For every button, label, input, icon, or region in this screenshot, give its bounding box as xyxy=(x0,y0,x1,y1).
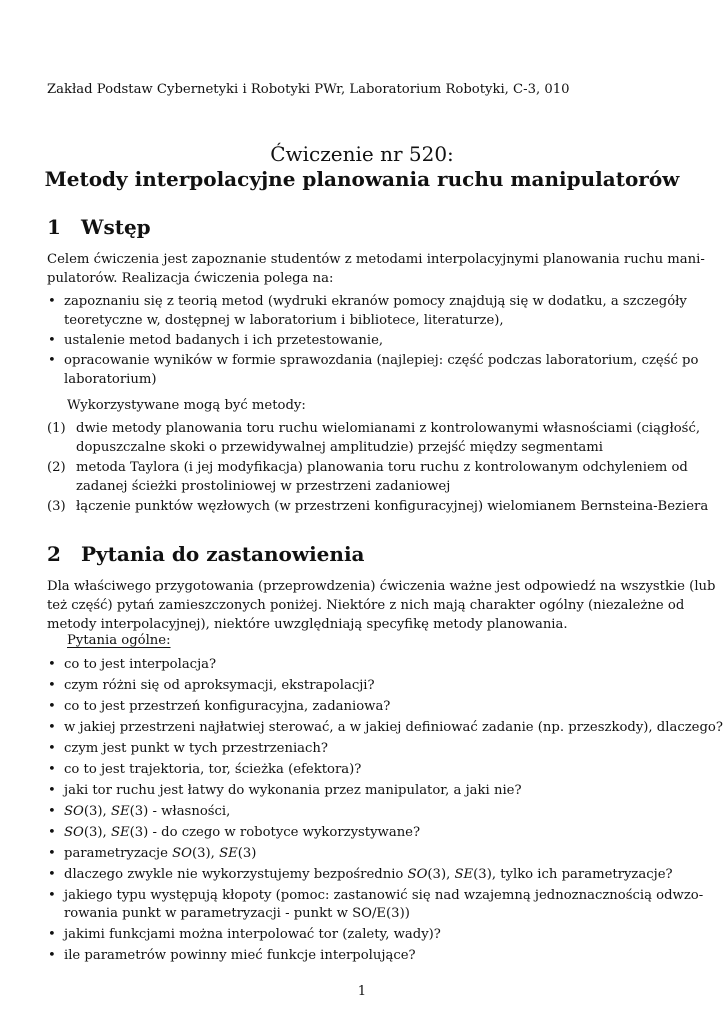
list-item: SO(3), SE(3) - do czego w robotyce wykorzystywane? xyxy=(64,825,421,840)
section-2-number: 2 xyxy=(47,542,61,566)
questions-subheading: Pytania ogólne: xyxy=(67,633,171,648)
bullet-icon: • xyxy=(48,699,56,714)
exercise-title: Ćwiczenie nr 520: xyxy=(270,142,454,166)
bullet-icon: • xyxy=(48,333,56,348)
section-1-title: Wstęp xyxy=(81,215,151,239)
section-1-number: 1 xyxy=(47,215,61,239)
bullet-icon: • xyxy=(48,888,56,903)
list-item: co to jest interpolacja? xyxy=(64,657,217,672)
main-title: Metody interpolacyjne planowania ruchu manipulatorów xyxy=(44,167,680,191)
list-item: metoda Taylora (i jej modyfikacja) planowania toru ruchu z kontrolowanym odchyleniem od xyxy=(76,460,688,475)
bullet-icon: • xyxy=(48,927,56,942)
bullet-icon: • xyxy=(48,353,56,368)
list-item: opracowanie wyników w formie sprawozdania (najlepiej: część podczas laboratorium, część po xyxy=(64,353,699,368)
list-item-continuation: dopuszczalne skoki o przewidywalnej amplitudzie) przejść między segmentami xyxy=(76,440,603,455)
bullet-icon: • xyxy=(48,825,56,840)
list-item: jaki tor ruchu jest łatwy do wykonania przez manipulator, a jaki nie? xyxy=(64,783,522,798)
bullet-icon: • xyxy=(48,762,56,777)
enum-number: (3) xyxy=(47,499,66,514)
header-affiliation: Zakład Podstaw Cybernetyki i Robotyki PWr, Laboratorium Robotyki, C-3, 010 xyxy=(47,82,570,97)
list-item: łączenie punktów węzłowych (w przestrzeni konfiguracyjnej) wielomianem Bernsteina-Beziera xyxy=(76,499,709,514)
enum-number: (1) xyxy=(47,421,66,436)
list-item: co to jest trajektoria, tor, ścieżka (efektora)? xyxy=(64,762,362,777)
list-item: co to jest przestrzeń konfiguracyjna, zadaniowa? xyxy=(64,699,391,714)
bullet-icon: • xyxy=(48,948,56,963)
page-number: 1 xyxy=(357,984,367,999)
list-item: dwie metody planowania toru ruchu wielomianami z kontrolowanymi własnościami (ciągłość, xyxy=(76,421,701,436)
section-1-intro-line2: pulatorów. Realizacja ćwiczenia polega na: xyxy=(47,271,334,286)
list-item-continuation: teoretyczne w, dostępnej w laboratorium i bibliotece, literaturze), xyxy=(64,313,504,328)
bullet-icon: • xyxy=(48,741,56,756)
section-2-heading xyxy=(47,542,365,566)
list-item: ile parametrów powinny mieć funkcje interpolujące? xyxy=(64,948,416,963)
list-item: czym jest punkt w tych przestrzeniach? xyxy=(64,741,328,756)
methods-intro: Wykorzystywane mogą być metody: xyxy=(67,398,306,413)
list-item: czym różni się od aproksymacji, ekstrapolacji? xyxy=(64,678,375,693)
list-item: ustalenie metod badanych i ich przetestowanie, xyxy=(64,333,384,348)
enum-number: (2) xyxy=(47,460,66,475)
section-2-title: Pytania do zastanowienia xyxy=(81,542,365,566)
list-item-continuation: rowania punkt w parametryzacji - punkt w SO/E(3)) xyxy=(64,906,410,921)
bullet-icon: • xyxy=(48,678,56,693)
section-2-intro-line3: metody interpolacyjnej), niektóre uwzględniają specyfikę metody planowania. xyxy=(47,617,568,632)
list-item: jakiego typu występują kłopoty (pomoc: zastanowić się nad wzajemną jednoznacznością odwzo- xyxy=(64,888,704,903)
bullet-icon: • xyxy=(48,804,56,819)
list-item: w jakiej przestrzeni najłatwiej sterować, a w jakiej definiować zadanie (np. przeszkody), dlaczego? xyxy=(64,720,723,735)
section-1-intro-line1: Celem ćwiczenia jest zapoznanie studentów z metodami interpolacyjnymi planowania ruchu mani- xyxy=(47,252,705,267)
bullet-icon: • xyxy=(48,720,56,735)
list-item: jakimi funkcjami można interpolować tor (zalety, wady)? xyxy=(64,927,441,942)
bullet-icon: • xyxy=(48,867,56,882)
list-item: zapoznaniu się z teorią metod (wydruki ekranów pomocy znajdują się w dodatku, a szczegóły xyxy=(64,294,687,309)
section-2-intro-line1: Dla właściwego przygotowania (przeprowdzenia) ćwiczenia ważne jest odpowiedź na wszystkie (lub xyxy=(47,579,716,594)
bullet-icon: • xyxy=(48,783,56,798)
list-item: SO(3), SE(3) - własności, xyxy=(64,804,231,819)
bullet-icon: • xyxy=(48,294,56,309)
list-item: dlaczego zwykle nie wykorzystujemy bezpośrednio SO(3), SE(3), tylko ich parametryzacje? xyxy=(64,867,673,882)
bullet-icon: • xyxy=(48,846,56,861)
list-item-continuation: laboratorium) xyxy=(64,372,157,387)
list-item-continuation: zadanej ścieżki prostoliniowej w przestrzeni zadaniowej xyxy=(76,479,451,494)
bullet-icon: • xyxy=(48,657,56,672)
section-1-heading xyxy=(47,215,151,239)
section-2-intro-line2: też część) pytań zamieszczonych poniżej. Niektóre z nich mają charakter ogólny (niezależne od xyxy=(47,598,685,613)
list-item: parametryzacje SO(3), SE(3) xyxy=(64,846,257,861)
